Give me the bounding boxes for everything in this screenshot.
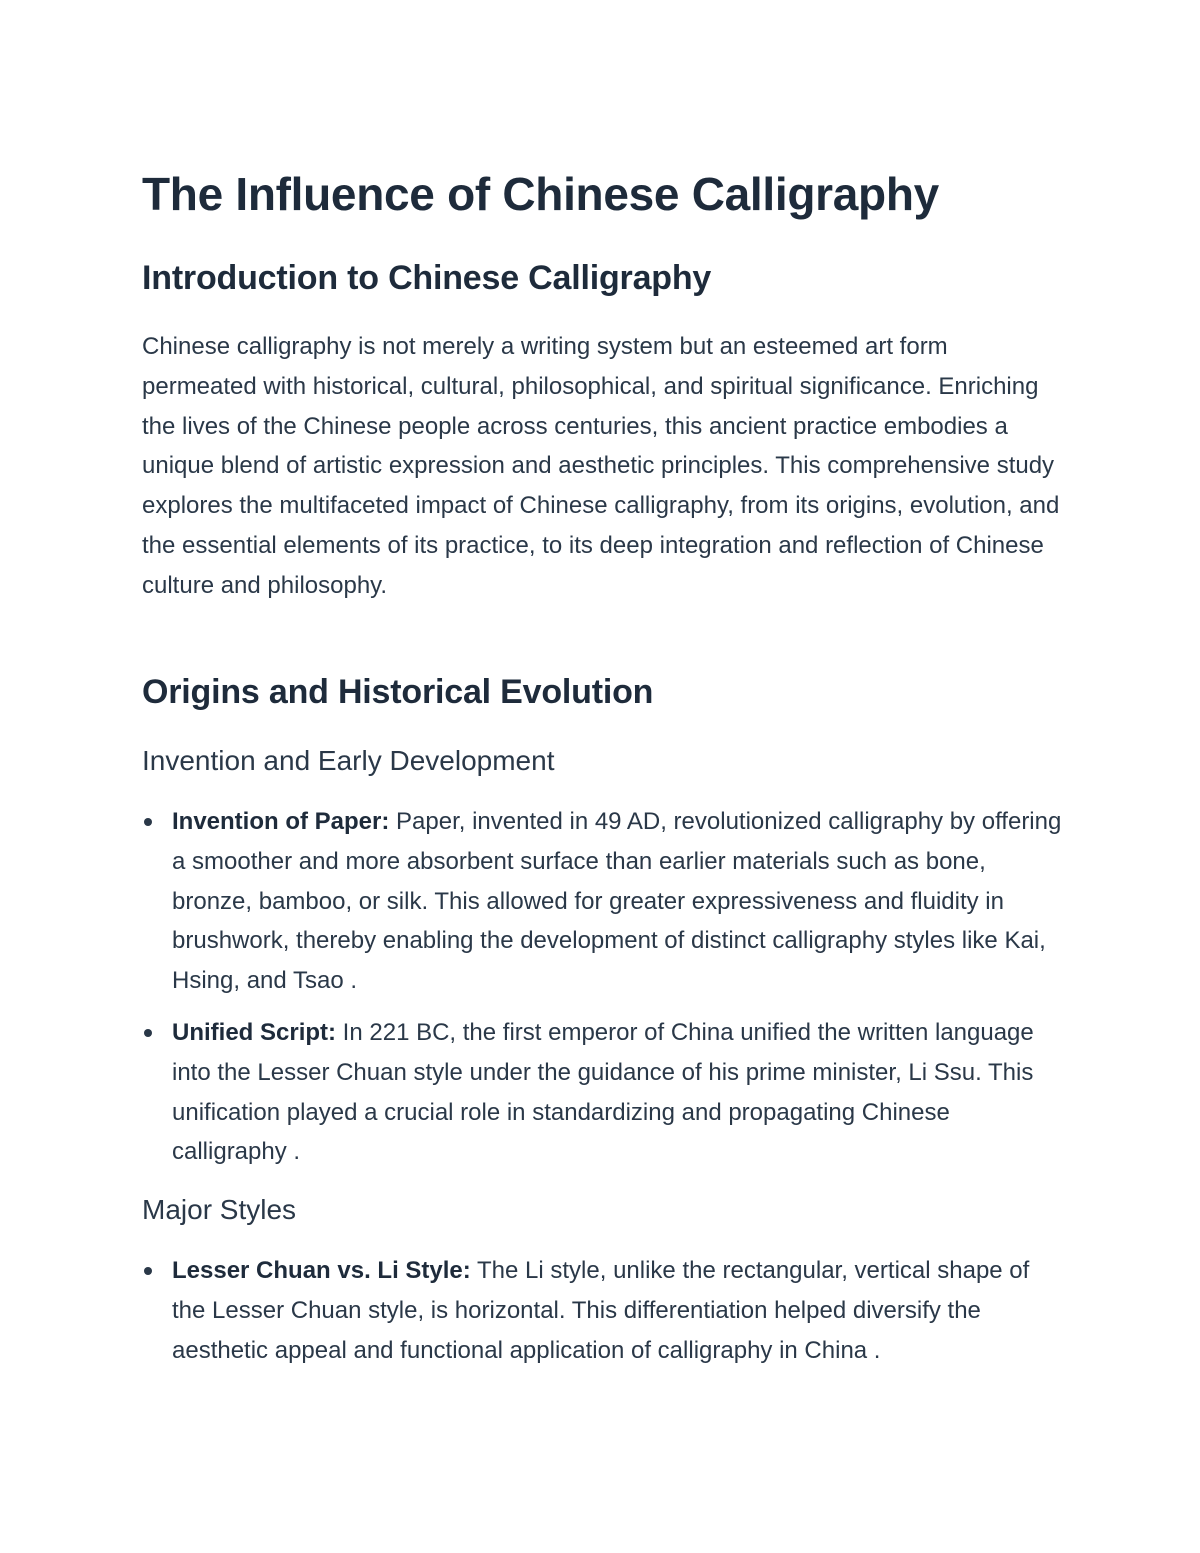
list-item xyxy=(142,1013,1062,1172)
bullet-icon xyxy=(144,1267,152,1275)
list-item-text: The Li style, unlike the rectangular, vertical shape of the Lesser Chuan style, is horizontal. This differentiation helped diversify the aesthetic appeal and functional application of calligraphy in China . xyxy=(172,1257,1030,1364)
list-item-term: Lesser Chuan vs. Li Style: xyxy=(172,1257,471,1284)
list-item-text: In 221 BC, the first emperor of China unified the written language into the Lesser Chuan style under the guidance of his prime minister, Li Ssu. This unification played a crucial role in standardizing and propagating Chinese calligraphy . xyxy=(172,1018,1034,1166)
introduction-paragraph: Chinese calligraphy is not merely a writing system but an esteemed art form permeated with historical, cultural, philosophical, and spiritual significance. Enriching the lives of the Chinese people across centuries, this ancient practice embodies a unique blend of artistic expression and aesthetic principles. This comprehensive study explores the multifaceted impact of Chinese calligraphy, from its origins, evolution, and the essential elements of its practice, to its deep integration and reflection of Chinese culture and philosophy. xyxy=(142,333,1060,599)
list-item-term: Invention of Paper: xyxy=(172,808,390,835)
subsection-heading-invention: Invention and Early Development xyxy=(142,745,555,776)
bullet-icon xyxy=(144,1029,152,1037)
list-item xyxy=(142,1251,1062,1370)
document-title: The Influence of Chinese Calligraphy xyxy=(142,168,939,220)
invention-bullet-list xyxy=(142,802,1062,1184)
list-item xyxy=(142,802,1062,1001)
section-heading-origins: Origins and Historical Evolution xyxy=(142,673,654,711)
list-item-term: Unified Script: xyxy=(172,1018,337,1046)
subsection-heading-major-styles: Major Styles xyxy=(142,1194,297,1225)
bullet-icon xyxy=(144,818,152,826)
section-heading-introduction: Introduction to Chinese Calligraphy xyxy=(142,259,712,297)
list-item-text: Paper, invented in 49 AD, revolutionized calligraphy by offering a smoother and more absorbent surface than earlier materials such as bone, bronze, bamboo, or silk. This allowed for greater expressiveness and fluidity in brushwork, thereby enabling the development of distinct calligraphy styles like Kai, Hsing, and Tsao . xyxy=(172,808,1062,995)
styles-bullet-list xyxy=(142,1251,1062,1382)
